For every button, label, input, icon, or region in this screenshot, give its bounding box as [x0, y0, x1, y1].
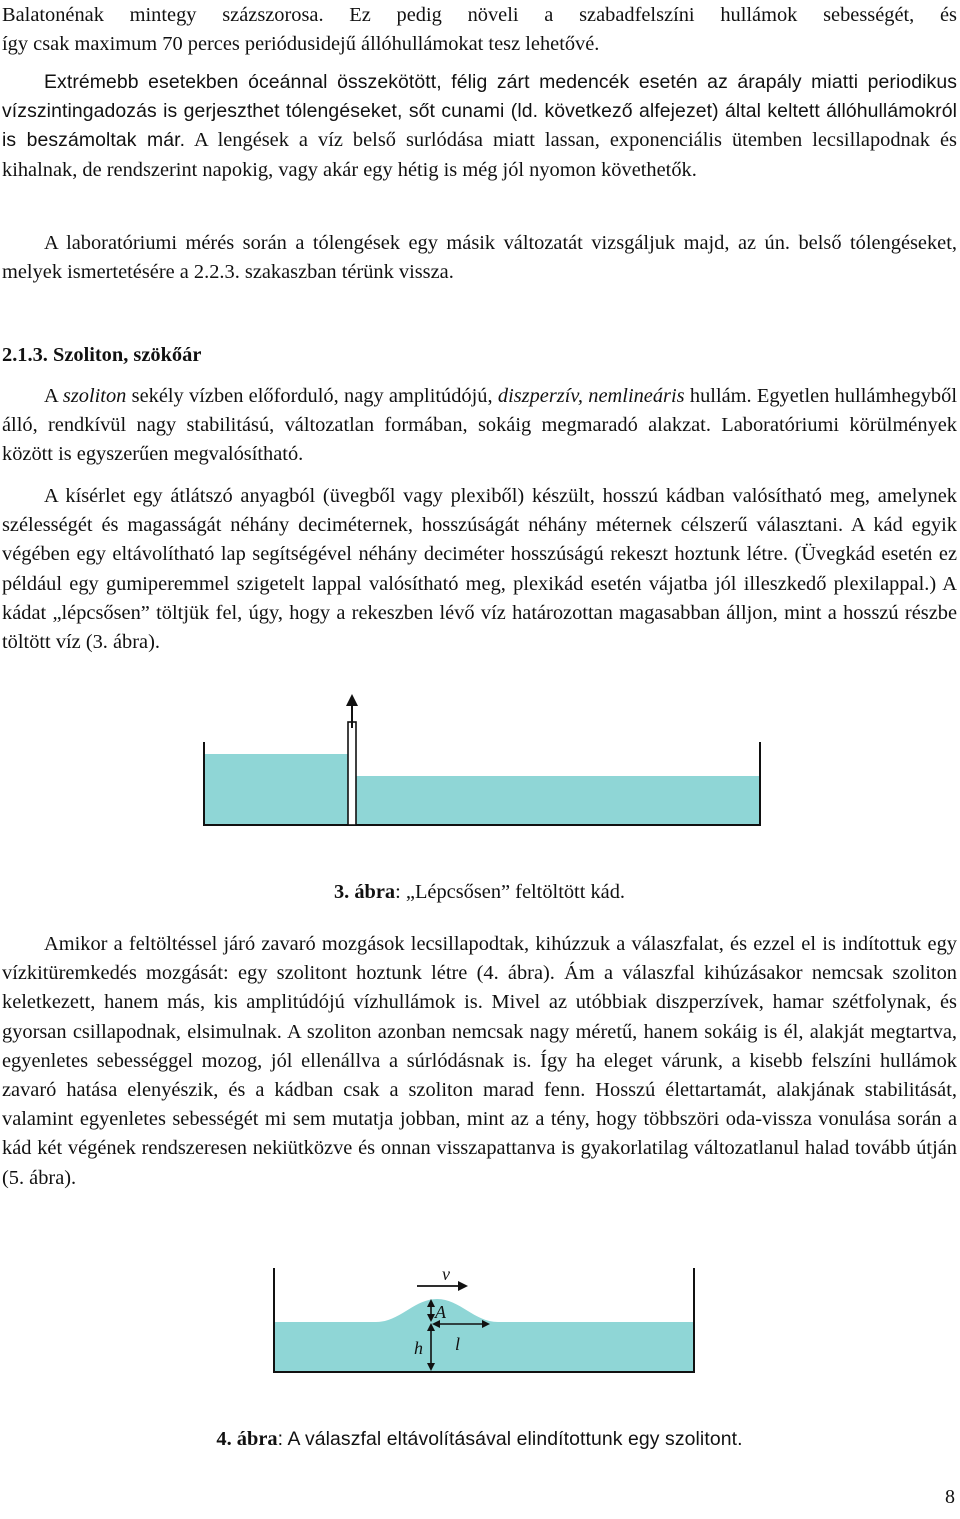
- compartment-water: [205, 754, 348, 824]
- caption-number: 3. ábra: [333, 881, 396, 903]
- document-page: [2, 0, 957, 1519]
- paragraph-line: így csak maximum 70 perces periódusidejű állóhullámokat tesz lehetővé.: [2, 33, 600, 56]
- label-depth: h: [414, 1338, 423, 1358]
- emphasis-term: szoliton: [62, 385, 127, 407]
- caption-text: : A válaszfal eltávolításával elindítottunk egy szolitont.: [277, 1428, 743, 1450]
- paragraph-experiment-setup: [2, 482, 957, 657]
- paragraph-tidal-seiches: [2, 68, 957, 185]
- paragraph-line: Balatonénak mintegy százszorosa. Ez pedig növeli a szabadfelszíni hullámok sebességét, és: [2, 4, 957, 26]
- page-number: 8: [945, 1486, 955, 1508]
- paragraph-text: Amikor a feltöltéssel járó zavaró mozgások lecsillapodtak, kihúzzuk a válaszfalat, és ezzel el is indítottuk egy vízkitüremkedés mozgását: egy szolitont hoztunk létre (4. ábra). Ám a válaszfal kihúzásakor nemcsak szoliton keletkezett, hanem más, kis amplitúdójú vízhullámok is. Mivel az utóbbiak diszperzívek, hamar szétfolynak, és gyorsan csillapodnak, elsimulnak. A szoliton azonban nemcsak nagy méretű, hanem sokáig is él, alakját megtartva, egyenletes sebességgel mozog, jól ellenállva a súrlódásnak is. Így ha eleget várunk, a kisebb felszíni hullámok zavaró hatása elenyészik, és a kádban csak a szoliton marad fenn. Hosszú élettartamát, alakjának stabilitását, valamint egyenletes sebességét mi sem mutatja jobban, mint az a tény, hogy többszöri oda-vissza vonulása során a kád két végének rendszeresen nekiütközve és onnan visszapattanva is gyakorlatilag változatlanul halad tovább útján (5. ábra).: [2, 933, 957, 1189]
- text-segment: sekély vízben előforduló, nagy amplitúdójú,: [126, 385, 498, 407]
- paragraph-sans-segment: Extrémebb esetekben óceánnal összekötött, félig zárt medencék esetén az árapály miatti periodikus vízszintingadozás is gerjeszthet tólengéseket, sőt cunami (ld. következő alfejezet) által keltett állóhullámokról is beszámoltak már.: [2, 71, 957, 152]
- caption-text: : „Lépcsősen” feltöltött kád.: [395, 881, 626, 903]
- label-amplitude: A: [435, 1302, 446, 1322]
- label-velocity: v: [442, 1264, 450, 1284]
- long-section-water: [356, 776, 759, 824]
- paragraph-serif-segment: A lengések a víz belső surlódása miatt lassan, exponenciális ütemben lecsillapodnak és kihalnak, de rendszerint napokig, vagy akár egy hétig is még jól nyomon követhetők.: [2, 129, 957, 181]
- paragraph-continuation: [2, 1, 957, 59]
- paragraph-text: A kísérlet egy átlátszó anyagból (üvegből vagy plexiből) készült, hosszú kádban valósítható meg, amelynek szélességét és magasságát néhány deciméternek, hosszúságát néhány méternek célszerű választani. A kád egyik végében egy eltávolítható lap segítségével néhány deciméter hosszúságú rekeszt hoztunk létre. (Üvegkád esetén ez például egy gumiperemmel szigetelt lappal valósítható meg, plexikád esetén vájatba jól illeszkedő plexilappal.) A kádat „lépcsősen” töltjük fel, úgy, hogy a rekeszben lévő víz határozottan magasabban álljon, mint a hosszú részbe töltött víz (3. ábra).: [2, 485, 957, 654]
- lift-arrow-head-icon: [346, 694, 358, 706]
- soliton-water: [275, 1299, 693, 1371]
- velocity-arrow-head-icon: [458, 1281, 468, 1291]
- label-width: l: [455, 1334, 461, 1354]
- figure-3-stepped-tank: [194, 690, 770, 830]
- figure-4-caption: [2, 1425, 957, 1454]
- caption-number: 4. ábra: [216, 1428, 278, 1450]
- figure-4-soliton: [264, 1262, 704, 1378]
- emphasis-term: diszperzív, nemlineáris: [497, 385, 685, 407]
- text-segment: A: [44, 385, 63, 407]
- figure-3-caption: [2, 878, 957, 907]
- section-heading: 2.1.3. Szoliton, szökőár: [2, 344, 202, 366]
- paragraph-soliton-behaviour: [2, 930, 957, 1193]
- paragraph-soliton-definition: [2, 382, 957, 470]
- removable-partition: [348, 722, 356, 825]
- paragraph-text: A laboratóriumi mérés során a tólengések egy másik változatát vizsgáljuk majd, az ún. belső tólengéseket, melyek ismertetésére a 2.2.3. szakaszban térünk vissza.: [2, 232, 957, 284]
- paragraph-lab-measurement: [2, 229, 957, 287]
- text-segment: hullám. Egyetlen hullámhegyből álló, rendkívül nagy stabilitású, változatlan formában, sokáig megmaradó alakzat. Laboratóriumi körülmények között is egyszerűen megvalósítható.: [2, 385, 957, 466]
